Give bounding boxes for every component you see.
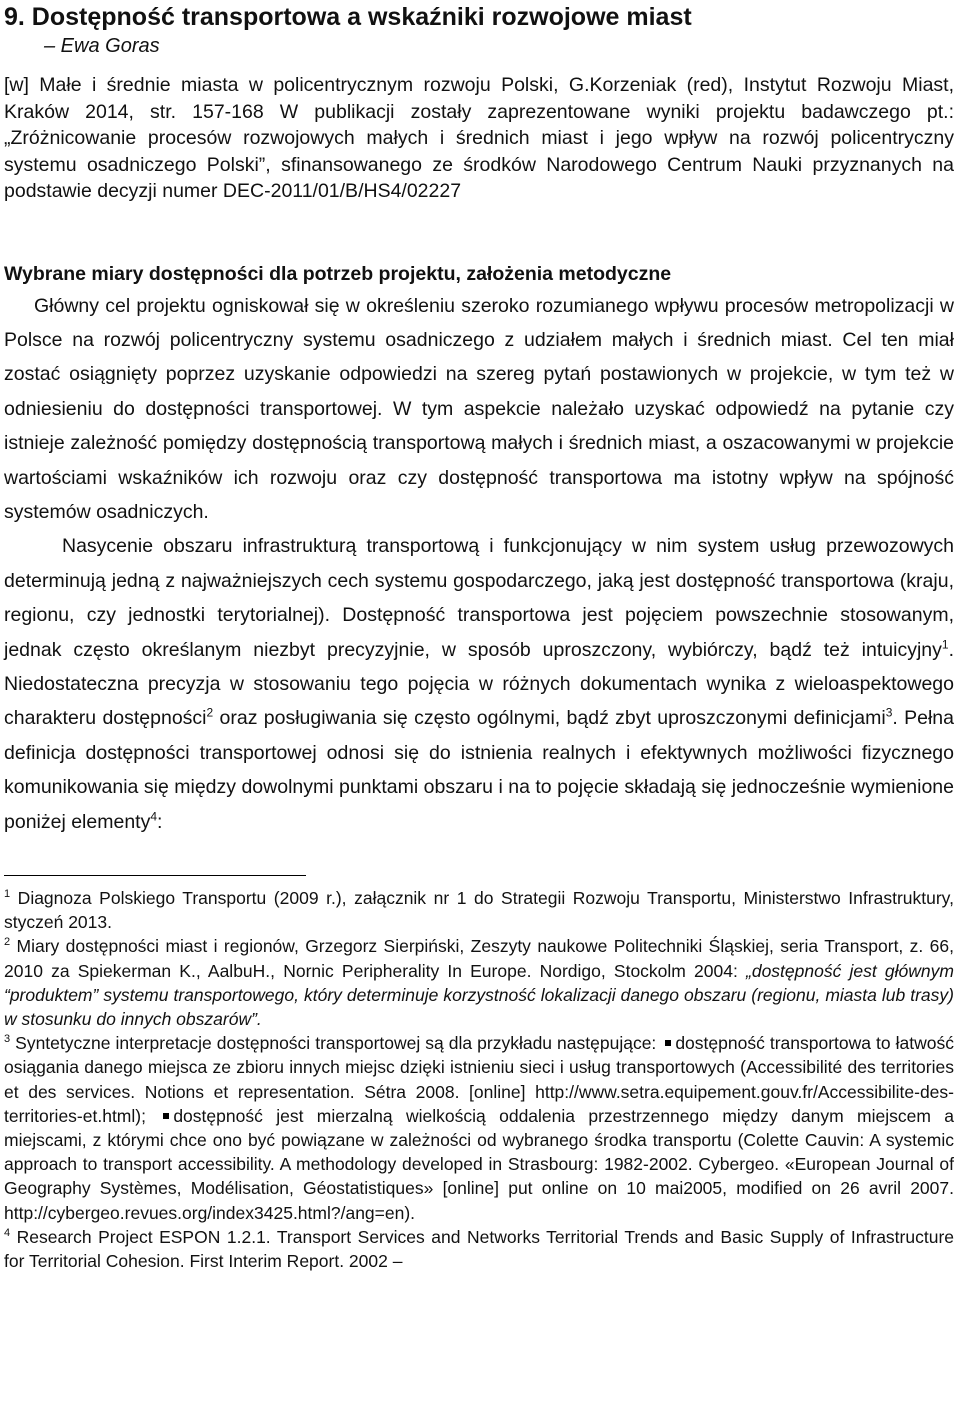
paragraph-1: Główny cel projektu ogniskował się w określeniu szeroko rozumianego wpływu procesów metropolizacji w Polsce na rozwój policentryczny systemu osadniczego z udziałem małych i średnich miast. Cel ten miał zostać osiągnięty poprzez uzyskanie odpowiedzi na szereg pytań postawionych w projekcie, w tym też w odniesieniu do dostępności transportowej. W tym aspekcie należało uzyskać odpowiedź na pytanie czy istnieje zależność pomiędzy dostępnością transportową małych i średnich miast, a oszacowanymi w projekcie wartościami wskaźników ich rozwoju oraz czy dostępność transportowa ma istotny wpływ na spójność systemów osadniczych. bbox=[4, 294, 954, 523]
bullet-icon bbox=[665, 1040, 671, 1046]
footnote-2-text: Miary dostępności miast i regionów, Grzegorz Sierpiński, Zeszyty naukowe Politechniki Śląskiej, seria Transport, z. 66, 2010 za Spiekerman K., AalbuH., Nornic Peripherality In Europe. Nordigo, Stockolm 2004: bbox=[4, 936, 954, 981]
bullet-icon bbox=[163, 1113, 169, 1119]
footnote-ref-2[interactable]: 2 bbox=[206, 705, 214, 720]
footnote-ref-3[interactable]: 3 bbox=[885, 705, 893, 720]
footnote-2 bbox=[4, 934, 954, 1031]
publication-note: [w] Małe i średnie miasta w policentrycznym rozwoju Polski, G.Korzeniak (red), Instytut Rozwoju Miast, Kraków 2014, str. 157-168 W publikacji zostały zaprezentowane wyniki projektu badawczego pt.: „Zróżnicowanie procesów rozwojowych małych i średnich miast i jego wpływ na rozwój policentryczny systemu osadniczego Polski”, sfinansowanego ze środków Narodowego Centrum Nauki przyznanych na podstawie decyzji numer DEC-2011/01/B/HS4/02227 bbox=[4, 74, 954, 202]
footnote-4-text: Research Project ESPON 1.2.1. Transport Services and Networks Territorial Trends and Basic Supply of Infrastructure for Territorial Cohesion. First Interim Report. 2002 – bbox=[4, 1226, 954, 1272]
paragraph-2-text-b: . Niedostateczna precyzja w stosowaniu tego pojęcia w różnych dokumentach wynika z wieloaspektowego charakteru dostępności bbox=[4, 638, 954, 730]
author-line: – Ewa Goras bbox=[44, 35, 160, 57]
paragraph-2-text-a: Nasycenie obszaru infrastrukturą transportową i funkcjonujący w nim system usług przewozowych determinują jedną z najważniejszych cech systemu gospodarczego, jaką jest dostępność transportowa (kraju, regionu, czy jednostki terytorialnej). Dostępność transportowa jest pojęciem powszechnie stosowanym, jednak często określanym niezbyt precyzyjnie, w sposób uproszczony, wybiórczy, bądź też intuicyjny bbox=[4, 535, 954, 661]
footnote-4 bbox=[4, 1225, 954, 1273]
footnote-4-marker: 4 bbox=[4, 1227, 11, 1240]
footnote-3 bbox=[4, 1031, 954, 1225]
footnotes bbox=[4, 886, 954, 1273]
footnote-3-text-b: dostępność transportowa to łatwość osiągania danego miejsca ze zbioru innych miejsc dzięki istnieniu sieci i usług transportowych (Accessibilité des territories et des services. Notions et representation. Sétra 2008. [online] http://www.setra.equipement.gouv.fr/Accessibilite-des-territories-et.html); bbox=[4, 1033, 954, 1126]
footnote-ref-4[interactable]: 4 bbox=[150, 809, 158, 824]
footnote-ref-1[interactable]: 1 bbox=[941, 637, 949, 652]
paragraph-2-text-c: oraz posługiwania się często ogólnymi, bądź zbyt uproszczonymi definicjami bbox=[213, 707, 886, 730]
footnote-1 bbox=[4, 886, 954, 934]
section-heading: Wybrane miary dostępności dla potrzeb projektu, założenia metodyczne bbox=[4, 262, 672, 285]
paragraph-2-text-e: : bbox=[157, 810, 163, 833]
footnote-3-text-c: dostępność jest mierzalną wielkością oddalenia przestrzennego między danym miejscem a miejscami, z którymi chce ono być powiązane w zależności od wybranego środka transportu (Colette Cauvin: A systemic approach to transport accessibility. A methodology developed in Strasbourg: 1982-2002. Cybergeo. «European Journal of Geography Systèmes, Modélisation, Géostatistiques» [online] put online on 10 mai2005, modified on 26 avril 2007. http://cybergeo.revues.org/index3425.html?/ang=en). bbox=[4, 1105, 955, 1223]
footnote-3-text-a: Syntetyczne interpretacje dostępności transportowej są dla przykładu następujące: bbox=[10, 1033, 662, 1054]
paragraph-2 bbox=[4, 529, 954, 839]
document-page bbox=[4, 0, 954, 1273]
footnote-1-text: Diagnoza Polskiego Transportu (2009 r.), załącznik nr 1 do Strategii Rozwoju Transportu, Ministerstwo Infrastruktury, styczeń 2013. bbox=[4, 888, 954, 933]
body-text bbox=[4, 289, 954, 840]
footnote-2-marker: 2 bbox=[4, 936, 11, 949]
footnote-3-marker: 3 bbox=[4, 1033, 11, 1046]
footnote-1-marker: 1 bbox=[4, 888, 11, 901]
chapter-title: 9. Dostępność transportowa a wskaźniki rozwojowe miast bbox=[4, 3, 692, 31]
paragraph-2-text-d: . Pełna definicja dostępności transportowej odnosi się do istnienia realnych i efektywnych możliwości fizycznego komunikowania się między dowolnymi punktami obszaru i na to pojęcie składają się jednocześnie wymienione poniżej elementy bbox=[4, 707, 954, 833]
footnote-2-quote: „dostępność jest głównym “produktem” systemu transportowego, który determinuje korzystność lokalizacji danego obszaru (regionu, miasta lub trasy) w stosunku do innych obszarów”. bbox=[4, 960, 954, 1030]
footnote-separator bbox=[4, 875, 306, 876]
